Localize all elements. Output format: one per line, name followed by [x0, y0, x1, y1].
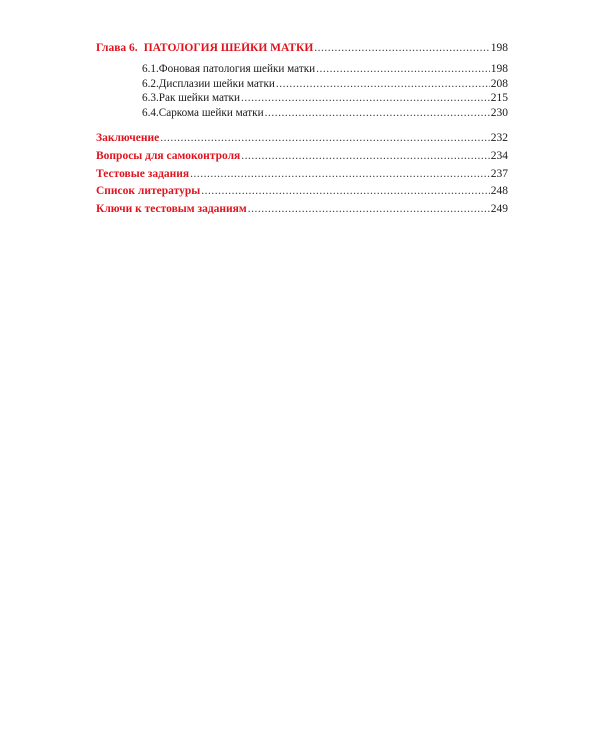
toc-subsection-6-1[interactable]: [96, 63, 508, 78]
section-title: Вопросы для самоконтроля: [96, 149, 241, 162]
dot-leader: [201, 185, 490, 197]
subsection-page: 230: [490, 106, 508, 119]
subsection-number: 6.2.: [142, 77, 159, 90]
dot-leader: [160, 132, 490, 144]
subsection-number: 6.3.: [142, 92, 159, 104]
section-page: 234: [490, 149, 508, 162]
dot-leader: [265, 107, 490, 119]
subsection-page: 215: [490, 92, 508, 104]
subsection-number: 6.4.: [142, 106, 159, 119]
toc-subsection-6-4[interactable]: [96, 107, 508, 122]
subsection-page: 208: [490, 77, 508, 90]
table-of-contents: [96, 42, 508, 221]
toc-section-conclusion[interactable]: [96, 132, 508, 150]
dot-leader: [314, 42, 489, 54]
subsection-title: Фоновая патология шейки матки: [158, 63, 316, 75]
toc-section-test-keys[interactable]: [96, 203, 508, 221]
section-title: Заключение: [96, 132, 160, 144]
chapter-page: 198: [490, 42, 508, 54]
toc-section-references[interactable]: [96, 185, 508, 203]
dot-leader: [190, 168, 490, 180]
section-page: 248: [490, 185, 508, 198]
toc-chapter-6[interactable]: [96, 42, 508, 59]
back-matter-sections: [96, 132, 508, 221]
subsection-page: 198: [490, 63, 508, 75]
dot-leader: [241, 92, 490, 104]
section-page: 237: [490, 167, 508, 180]
section-page: 232: [490, 132, 508, 144]
section-title: Ключи к тестовым заданиям: [96, 203, 247, 216]
toc-section-self-check-questions[interactable]: [96, 150, 508, 168]
dot-leader: [316, 63, 490, 75]
toc-subsection-6-3[interactable]: [96, 92, 508, 107]
section-title: Тестовые задания: [96, 167, 190, 180]
subsection-title: Дисплазии шейки матки: [158, 77, 275, 90]
chapter-number: Глава 6.: [96, 42, 138, 54]
section-page: 249: [490, 203, 508, 216]
subsection-number: 6.1.: [142, 63, 159, 75]
dot-leader: [241, 150, 490, 162]
dot-leader: [276, 78, 490, 90]
subsection-title: Саркома шейки матки: [158, 106, 264, 119]
section-title: Список литературы: [96, 185, 201, 198]
chapter-title: ПАТОЛОГИЯ ШЕЙКИ МАТКИ: [143, 42, 314, 54]
dot-leader: [248, 203, 490, 215]
subsection-title: Рак шейки матки: [158, 92, 240, 104]
toc-section-tests[interactable]: [96, 168, 508, 186]
toc-subsection-6-2[interactable]: [96, 78, 508, 93]
